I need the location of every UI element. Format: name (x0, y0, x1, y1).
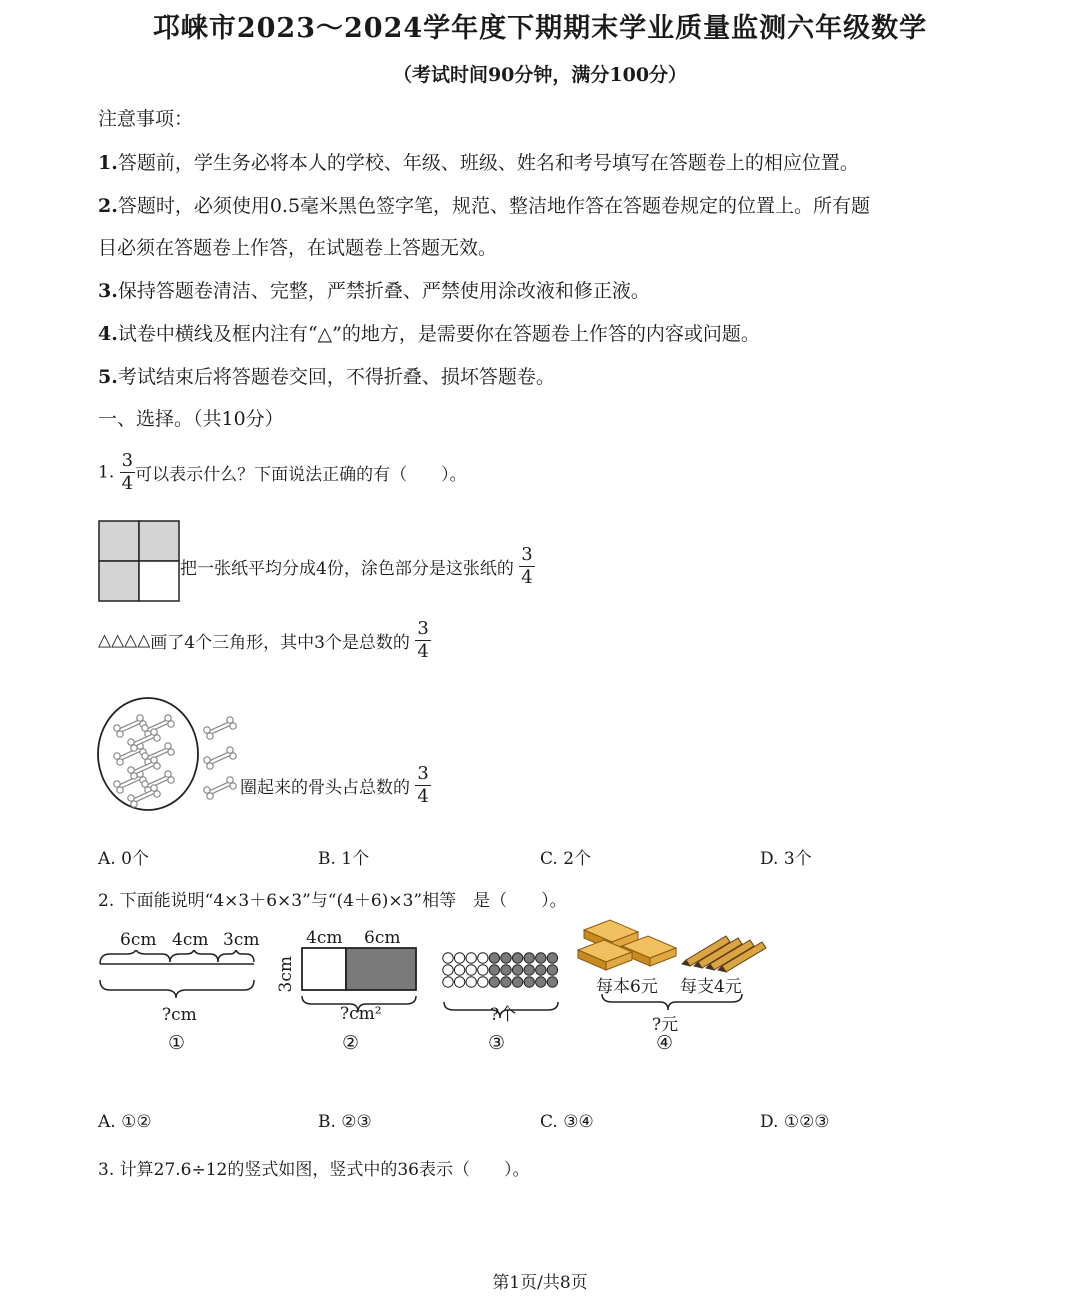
fig1-seg1-label: 6cm (120, 930, 157, 950)
dot (466, 977, 476, 987)
dot (547, 965, 557, 975)
fig3-total-label: ?个 (490, 1005, 517, 1025)
fig2-side-label: 3cm (276, 956, 296, 993)
dot (454, 953, 464, 963)
dot (536, 977, 546, 987)
dot (489, 977, 499, 987)
dot (501, 977, 511, 987)
dot (536, 953, 546, 963)
dot (524, 977, 534, 987)
dot (547, 953, 557, 963)
q1-option-d[interactable]: D. 3个 (760, 849, 812, 869)
fig4-brace (598, 992, 748, 1012)
notice-item-2: 2.答题时，必须使用0.5毫米黑色签字笔，规范、整洁地作答在答题卷规定的位置上。所有题 (98, 195, 871, 217)
fraction-3-4: $\frac{3}{4}$ (121, 450, 134, 494)
exam-info: （考试时间90分钟，满分100分） (392, 64, 688, 86)
dot (478, 965, 488, 975)
bones-figure (96, 696, 246, 816)
fig1-seg3-label: 3cm (223, 930, 260, 950)
fig2-total-label: ?cm² (340, 1004, 382, 1024)
dot (536, 965, 546, 975)
page-title: 邛崃市2023～2024学年度下期期末学业质量监测六年级数学 (152, 13, 928, 44)
notice-item-4: 4.试卷中横线及框内注有“△”的地方，是需要你在答题卷上作答的内容或问题。 (98, 323, 760, 345)
notice-item-5: 5.考试结束后将答题卷交回，不得折叠、损坏答题卷。 (98, 366, 555, 388)
dot (524, 965, 534, 975)
q2-option-d[interactable]: D. ①②③ (760, 1112, 830, 1132)
notice-item-1: 1.答题前，学生务必将本人的学校、年级、班级、姓名和考号填写在答题卷上的相应位置。 (98, 152, 859, 174)
dot (501, 953, 511, 963)
fig1-label: ① (168, 1032, 186, 1054)
q2-option-c[interactable]: C. ③④ (540, 1112, 594, 1132)
dot (466, 965, 476, 975)
q1-option-a[interactable]: A. 0个 (98, 849, 149, 869)
dot (443, 965, 453, 975)
dot (454, 977, 464, 987)
statement-3: 圈起来的骨头占总数的 $\frac{3}{4}$ (240, 763, 429, 807)
question-1-stem: 1. $\frac{3}{4}$ 可以表示什么？下面说法正确的有（ ）。 (98, 450, 467, 494)
fig4-label: ④ (656, 1032, 674, 1054)
statement-2: △△△△画了4个三角形，其中3个是总数的 $\frac{3}{4}$ (98, 618, 429, 662)
fig4-price1-label: 每本6元 (596, 977, 658, 997)
dot (478, 977, 488, 987)
shaded-square-figure (98, 520, 182, 604)
dot (512, 953, 522, 963)
pens-icon (682, 936, 766, 972)
fig2-top2-label: 6cm (364, 928, 401, 948)
q2-option-b[interactable]: B. ②③ (318, 1112, 372, 1132)
dot (454, 965, 464, 975)
q1-option-b[interactable]: B. 1个 (318, 849, 370, 869)
dot (443, 977, 453, 987)
fig2-label: ② (342, 1032, 360, 1054)
dot (501, 965, 511, 975)
question-2-stem: 2. 下面能说明“4×3＋6×3”与“(4＋6)×3”相等 是（ ）。 (98, 891, 567, 911)
fig1-segment-diagram (96, 950, 266, 1005)
books-icon (578, 920, 676, 970)
fig1-total-label: ?cm (162, 1005, 197, 1025)
fig2-top1-label: 4cm (306, 928, 343, 948)
dot (512, 977, 522, 987)
notice-heading: 注意事项： (98, 108, 194, 130)
fig4-total-label: ?元 (652, 1015, 679, 1035)
q2-option-a[interactable]: A. ①② (98, 1112, 152, 1132)
dot (489, 965, 499, 975)
notice-item-3: 3.保持答题卷清洁、完整，严禁折叠、严禁使用涂改液和修正液。 (98, 280, 650, 302)
fig1-seg2-label: 4cm (172, 930, 209, 950)
question-3-stem: 3. 计算27.6÷12的竖式如图，竖式中的36表示（ ）。 (98, 1160, 530, 1180)
dot (547, 977, 557, 987)
dot (478, 953, 488, 963)
page-number: 第1页/共8页 (492, 1273, 588, 1293)
section-heading: 一、选择。（共10分） (98, 408, 284, 430)
dot (466, 953, 476, 963)
dot (524, 953, 534, 963)
dot (489, 953, 499, 963)
statement-1: 把一张纸平均分成4份，涂色部分是这张纸的 $\frac{3}{4}$ (180, 544, 533, 588)
dot (443, 953, 453, 963)
notice-item-2-cont: 目必须在答题卷上作答，在试题卷上答题无效。 (98, 237, 498, 259)
fig4-price2-label: 每支4元 (680, 977, 742, 997)
dot (512, 965, 522, 975)
fig3-label: ③ (488, 1032, 506, 1054)
q1-option-c[interactable]: C. 2个 (540, 849, 592, 869)
fig4-books-pens-image (576, 916, 776, 980)
